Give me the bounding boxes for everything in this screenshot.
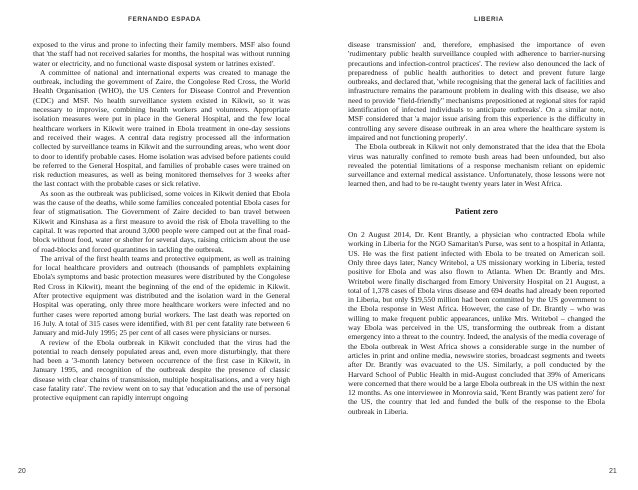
paragraph: On 2 August 2014, Dr. Kent Brantly, a physician who contracted Ebola while working in Liberia for the NGO Samaritan's Purse, was sent to a hospital in Atlanta, US. He was the first patient infected with Ebola to be treated on American soil. Only three days later, Nancy Writebol, a US missionary working in Liberia, tested positive for Ebola and was also flown to Atlanta. When Dr. Brantly and Mrs. Writebol were finally discharged from Emory University Hospital on 21 August, a total of 1,378 cases of Ebola virus disease and 694 deaths had already been reported in Liberia, but only $19,550 million had been committed by the US government to the Ebola response in West Africa. However, the case of Dr. Brantly – who was willing to make frequent public appearances, unlike Mrs. Writebol – changed the way Ebola was perceived in the US, transforming the outbreak from a distant emergency into a threat to the country. Indeed, the analysis of the media coverage of the Ebola outbreak in West Africa shows a considerable surge in the number of articles in print and online media, newswire stories, broadcast segments and tweets after Dr. Brantly was evacuated to the US. Similarly, a poll conducted by the Harvard School of Public Health in mid-August concluded that 39% of Americans were concerned that there would be a large Ebola outbreak in the US within the next 12 months. As one interviewee in Monrovia said, 'Kent Brantly was patient zero' for the US, the country that led and funded the bulk of the response to the Ebola outbreak in Liberia. (348, 230, 605, 416)
paragraph: The arrival of the first health teams and protective equipment, as well as training for local healthcare providers and outreach (thousands of pamphlets explaining Ebola's symptoms and basic protection measures were distributed by the Congolese Red Cross in Kikwit), meant the beginning of the end of the epidemic in Kikwit. After protective equipment was distributed and the isolation ward in the General Hospital was operating, only three more healthcare workers were infected and no further cases were reported among burial workers. The last death was reported on 16 July. A total of 315 cases were identified, with 81 per cent fatality rate between 6 January and mid-July 1995; 25 per cent of all cases were physicians or nurses. (33, 253, 290, 338)
paragraph: A review of the Ebola outbreak in Kikwit concluded that the virus had the potential to reach densely populated areas and, even more disturbingly, that there had been a '3-month latency between occurrence of the first case in Kikwit, in January 1995, and recognition of the outbreak despite the presence of classic disease with clear chains of transmission, multiple hospitalisations, and a very high case fatality rate'. The review went on to say that 'education and the use of personal protective equipment can rapidly interrupt ongoing (33, 337, 290, 403)
right-page-body (348, 40, 605, 416)
section-heading: Patient zero (455, 206, 498, 216)
paragraph: As soon as the outbreak was publicised, some voices in Kikwit denied that Ebola was the cause of the deaths, while some families concealed potential Ebola cases for fear of stigmatisation. The Government of Zaire decided to ban travel between Kikwit and Kinshasa as a first measure to avoid the risk of Ebola travelling to the capital. It was reported that around 3,000 people were camped out at the final road-block without food, water or shelter for several days, raising criticism about the use of road-blocks and forced quarantines in tackling the outbreak. (33, 188, 290, 254)
running-header-author: FERNANDO ESPADA (128, 16, 202, 23)
paragraph: exposed to the virus and prone to infecting their family members. MSF also found that 'the staff had not received salaries for months, the hospital was without running water or electricity, and no functional waste disposal system or latrines existed'. (33, 40, 290, 68)
paragraph: The Ebola outbreak in Kikwit not only demonstrated that the idea that the Ebola virus was naturally confined to remote bush areas had been unfounded, but also revealed the potential limitations of a response mechanism reliant on epidemic surveillance and external medical assistance. Unfortunately, those lessons were not learned then, and had to be re-taught twenty years later in West Africa. (348, 142, 605, 189)
page-number: 21 (609, 468, 617, 475)
page-number: 20 (18, 468, 26, 475)
left-page-body (33, 40, 290, 403)
running-header-chapter: LIBERIA (474, 16, 504, 23)
paragraph: disease transmission' and, therefore, emphasised the importance of even 'rudimentary public health surveillance coupled with adherence to barrier-nursing precautions and infection-control practices'. The review also denounced the lack of preparedness of public health authorities to detect and prevent future large outbreaks, and declared that, 'while recognising that the general lack of facilities and infrastructure remains the paramount problem in dealing with this disease, we also need to provide "field-friendly" mechanisms prepositioned at regional sites for rapid identification of infected individuals to anticipate outbreaks'. On a similar note, MSF considered that 'a major issue arising from this experience is the difficulty in controlling any severe disease outbreak in an area where the healthcare system is impaired and not functioning properly'. (348, 40, 605, 142)
paragraph: A committee of national and international experts was created to manage the outbreak, including the government of Zaire, the Congolese Red Cross, the World Health Organisation (WHO), the US Centers for Disease Control and Prevention (CDC) and MSF. No health surveillance system existed in Kikwit, so it was necessary to improvise, combining health workers and volunteers. Appropriate isolation measures were put in place in the General Hospital, and the few local healthcare workers in Kikwit were trained in Ebola treatment in one-day sessions and received their wages. A central data registry processed all the information collected by surveillance teams in Kikwit and the surrounding areas, who went door to door to identify probable cases. Home isolation was advised before patients could be referred to the General Hospital, and families of probable cases were trained on risk reduction measures, as well as being monitored themselves for 3 weeks after the last contact with the probable cases or sick relative. (33, 67, 290, 189)
right-page (319, 0, 638, 490)
